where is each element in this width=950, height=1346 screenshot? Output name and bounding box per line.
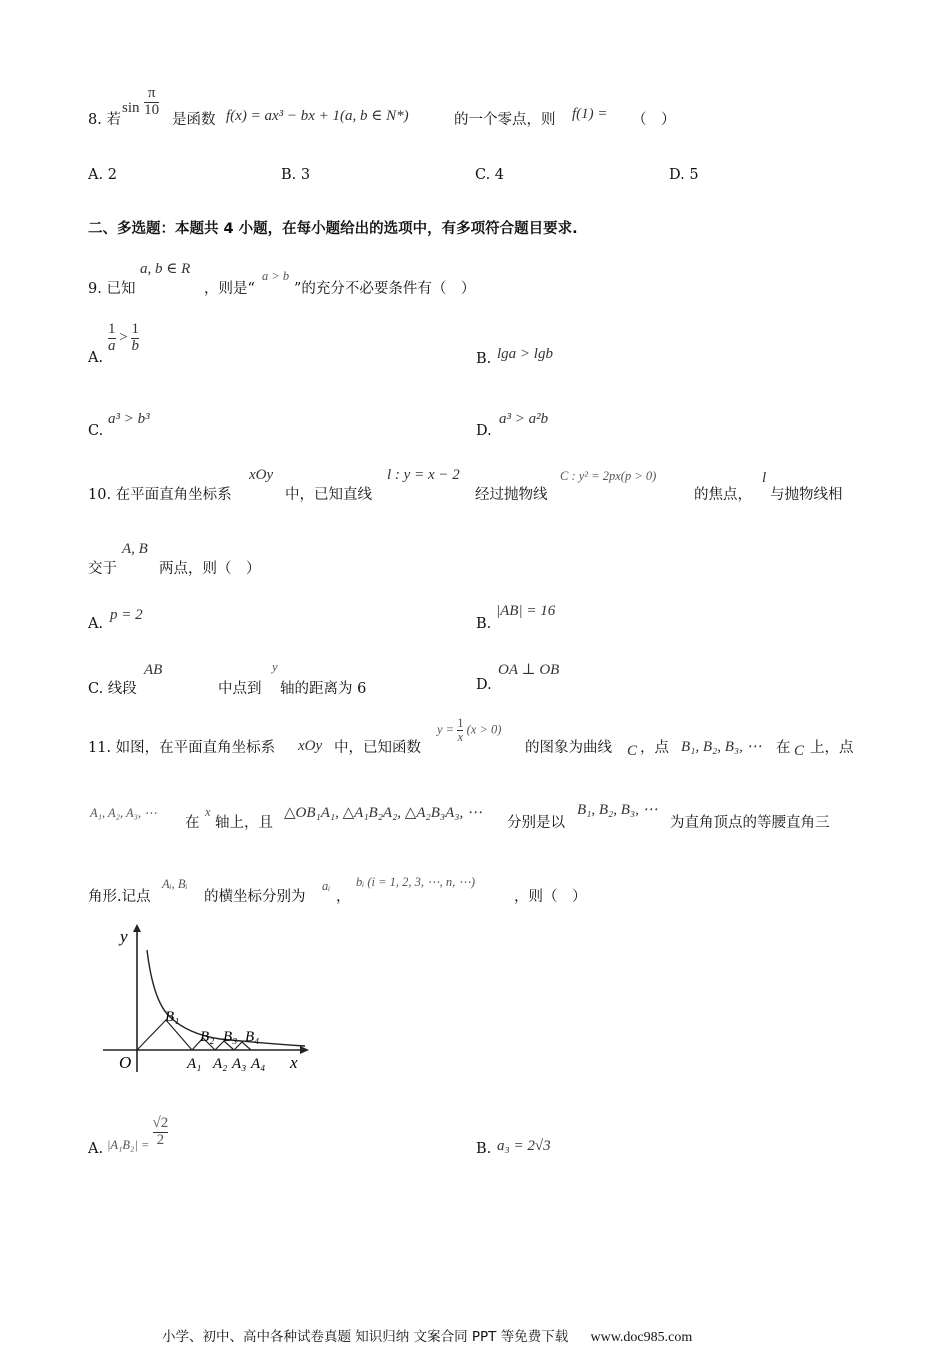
fig-x-label: x — [290, 1053, 298, 1072]
footer-text — [162, 1325, 692, 1346]
q11-text-12: ，则（ ） — [514, 889, 587, 905]
q10-option-d-label: D. — [476, 677, 492, 693]
q11-number: 11. 如图，在平面直角坐标系 — [88, 740, 276, 756]
q11-ai-bi: Aᵢ, Bᵢ — [162, 877, 188, 891]
q11-option-b-label: B. — [476, 1141, 492, 1157]
footer-description: 小学、初中、高中各种试卷真题 知识归纳 文案合同 PPT 等免费下载 — [162, 1329, 569, 1345]
section-2-heading: 二、多选题：本题共 4 小题，在每小题给出的选项中，有多项符合题目要求. — [88, 221, 578, 237]
q11-coord-system: xOy — [298, 738, 323, 754]
q11-b-i: bᵢ (i = 1, 2, 3, ⋯, n, ⋯) — [356, 875, 476, 889]
q9-option-a-math: $\frac{1}{a}$ > $\frac{1}{b}$ — [108, 321, 139, 354]
y-axis-arrow — [133, 924, 141, 932]
q10-option-c-text-2: 轴的距离为 6 — [280, 681, 367, 697]
q11-text-8: 分别是以 — [507, 815, 565, 831]
q11-curve-c: C — [627, 743, 638, 759]
q10-line: l : y = x − 2 — [387, 467, 460, 483]
fig-y-label: y — [120, 927, 128, 946]
fig-label-b3: B₃ — [223, 1029, 238, 1045]
fig-label-b2: B₂ — [200, 1029, 215, 1045]
q11-text-11: 的横坐标分别为 — [204, 889, 306, 905]
q8-sin-expression — [122, 86, 159, 119]
q8-text-tail: 的一个零点，则 — [454, 112, 556, 128]
q10-text-1: 中，已知直线 — [285, 487, 372, 503]
q9-a-right-frac: $\frac{1}{b}$ — [131, 321, 139, 354]
q8-option-a: A. 2 — [88, 167, 117, 183]
q10-parabola: C : y² = 2px(p > 0) — [560, 469, 657, 483]
q8-sin-label: sin — [122, 100, 140, 117]
q10-text-5: 交于 — [88, 561, 117, 577]
q10-option-c-y: y — [272, 660, 278, 674]
q9-option-b-label: B. — [476, 351, 492, 367]
q11-text-5: 上，点 — [810, 740, 854, 756]
q9-text-tail: ”的充分不必要条件有（ ） — [294, 281, 476, 297]
q8-option-d: D. 5 — [669, 167, 699, 183]
q8-number: 8. 若 — [88, 112, 121, 128]
q11-text-10: 角形.记点 — [88, 889, 151, 905]
q10-l: l — [762, 470, 767, 486]
q11-curve-c-2: C — [794, 743, 805, 759]
q11-option-b-math: a₃ = 2√3 — [497, 1138, 551, 1154]
fig-label-a1: A₁ — [187, 1056, 202, 1072]
q11-option-a-label: A. — [88, 1141, 104, 1157]
q11-text-2: 的图象为曲线 — [525, 740, 612, 756]
q8-function: f(x) = ax³ − bx + 1(a, b ∈ N*) — [226, 108, 409, 124]
q8-paren: （ ） — [632, 112, 676, 128]
q10-option-a-label: A. — [88, 616, 104, 632]
q10-text-6: 两点，则（ ） — [159, 561, 261, 577]
q10-option-b-math: |AB| = 16 — [496, 603, 556, 619]
q8-sin-fraction — [144, 86, 159, 119]
q10-option-c-label: C. 线段 — [88, 681, 137, 697]
q10-option-d-math: OA ⊥ OB — [498, 662, 560, 678]
q11-comma: ， — [336, 889, 351, 905]
q8-frac-num: π — [147, 85, 156, 101]
q9-option-a-label: A. — [88, 350, 104, 366]
q8-frac-den: 10 — [144, 101, 160, 118]
q10-option-c-text-1: 中点到 — [218, 681, 262, 697]
q9-option-c-label: C. — [88, 423, 104, 439]
q8-option-c: C. 4 — [475, 167, 505, 183]
q11-text-7: 轴上，且 — [215, 815, 273, 831]
q9-condition: a, b ∈ R — [140, 261, 191, 277]
q11-a-i: aᵢ — [322, 879, 331, 893]
fig-label-a4: A₄ — [251, 1056, 266, 1072]
q11-option-a-frac: $\frac{√2}{2}$ — [152, 1115, 169, 1148]
q11-text-4: 在 — [776, 740, 791, 756]
q9-option-c-math: a³ > b³ — [108, 411, 150, 427]
q11-function: y = $\frac{1}{x}$ (x > 0) — [437, 716, 502, 745]
q11-function-frac: $\frac{1}{x}$ — [457, 716, 464, 745]
q10-option-c-ab: AB — [144, 662, 163, 678]
x-axis-arrow — [300, 1046, 309, 1054]
q10-option-a-math: p = 2 — [110, 607, 143, 623]
q11-text-1: 中，已知函数 — [334, 740, 421, 756]
q10-points: A, B — [122, 541, 148, 557]
footer-site-link[interactable]: www.doc985.com — [590, 1330, 693, 1345]
q11-text-9: 为直角顶点的等腰直角三 — [670, 815, 830, 831]
q11-option-a-math: |A₁B₂| = $\frac{√2}{2}$ — [107, 1115, 169, 1153]
q9-option-b-math: lga > lgb — [497, 346, 553, 362]
q9-relation: a > b — [262, 269, 290, 283]
q10-option-b-label: B. — [476, 616, 492, 632]
q8-option-b: B. 3 — [281, 167, 311, 183]
q10-text-3: 的焦点， — [694, 487, 752, 503]
q11-points-b-2: B₁, B₂, B₃, ⋯ — [577, 802, 658, 818]
q11-points-a: A₁, A₂, A₃, ⋯ — [90, 806, 157, 820]
fig-label-b4: B₄ — [245, 1029, 260, 1045]
q11-figure — [95, 922, 310, 1082]
q9-number: 9. 已知 — [88, 281, 136, 297]
q11-x: x — [205, 805, 211, 819]
q9-option-d-label: D. — [476, 423, 492, 439]
q9-text-mid: ，则是“ — [204, 281, 255, 297]
q10-coord-system: xOy — [249, 467, 274, 483]
q9-a-left-frac: $\frac{1}{a}$ — [108, 321, 116, 354]
q11-triangles: △OB₁A₁, △A₁B₂A₂, △A₂B₃A₃, ⋯ — [284, 805, 482, 821]
fig-o-label: O — [119, 1053, 132, 1072]
q11-text-3: ，点 — [640, 740, 669, 756]
fig-label-b1: B₁ — [165, 1009, 180, 1025]
q9-option-d-math: a³ > a²b — [499, 411, 549, 427]
q11-points-b: B₁, B₂, B₃, ⋯ — [681, 739, 762, 755]
q10-text-2: 经过抛物线 — [475, 487, 548, 503]
q10-text-4: 与抛物线相 — [770, 487, 843, 503]
q8-text-mid: 是函数 — [172, 112, 216, 128]
q10-number: 10. 在平面直角坐标系 — [88, 487, 232, 503]
fig-label-a3: A₃ — [232, 1056, 247, 1072]
fig-label-a2: A₂ — [213, 1056, 228, 1072]
q11-text-6: 在 — [185, 815, 200, 831]
q8-f1: f(1) = — [572, 106, 608, 122]
